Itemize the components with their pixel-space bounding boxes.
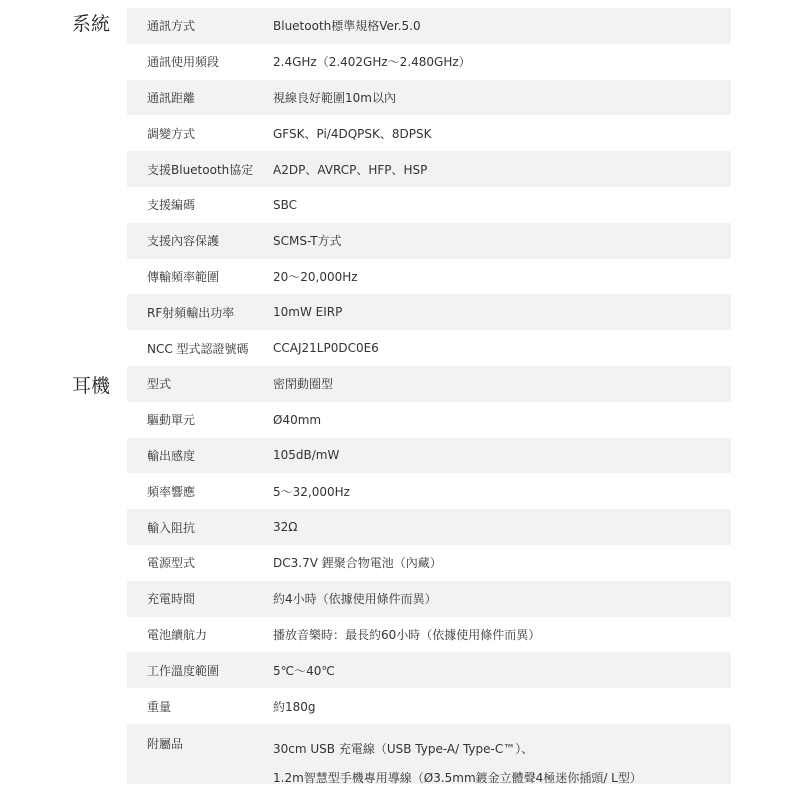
spec-row-driver [127, 402, 731, 438]
spec-key: 通訊距離 [147, 90, 196, 105]
spec-row-freq-band [127, 44, 731, 80]
spec-row-range [127, 80, 731, 116]
spec-value: 32Ω [273, 520, 298, 535]
spec-key: 電源型式 [147, 556, 196, 571]
spec-value: 密閉動圈型 [273, 377, 334, 392]
spec-row-impedance [127, 509, 731, 545]
spec-row-battery-life [127, 617, 731, 653]
spec-value [273, 735, 642, 793]
spec-key: 電池續航力 [147, 627, 208, 642]
spec-key: 通訊使用頻段 [147, 55, 220, 70]
spec-value: 約4小時（依據使用條件而異） [273, 592, 437, 607]
spec-value: DC3.7V 鋰聚合物電池（內藏） [273, 556, 442, 571]
spec-table [127, 8, 731, 784]
spec-value: 約180g [273, 699, 316, 714]
spec-row-codec [127, 187, 731, 223]
spec-key: 型式 [147, 377, 172, 392]
spec-value: CCAJ21LP0DC0E6 [273, 341, 379, 356]
spec-key: 通訊方式 [147, 19, 196, 34]
spec-value: 5℃～40℃ [273, 663, 335, 678]
spec-key: 調變方式 [147, 126, 196, 141]
spec-value: SCMS-T方式 [273, 234, 342, 249]
spec-key: 重量 [147, 699, 172, 714]
spec-row-power-type [127, 545, 731, 581]
spec-value: 視線良好範圍10m以內 [273, 90, 396, 105]
spec-row-sensitivity [127, 438, 731, 474]
spec-value: 2.4GHz（2.402GHz～2.480GHz） [273, 55, 471, 70]
spec-key: NCC 型式認證號碼 [147, 341, 249, 356]
spec-row-charge-time [127, 581, 731, 617]
spec-value: 10mW EIRP [273, 305, 343, 320]
spec-key: 支援內容保護 [147, 234, 220, 249]
spec-key: 輸出感度 [147, 448, 196, 463]
spec-row-frequency-response [127, 473, 731, 509]
spec-key: 支援Bluetooth協定 [147, 162, 254, 177]
spec-key: RF射頻輸出功率 [147, 305, 235, 320]
spec-value: A2DP、AVRCP、HFP、HSP [273, 162, 428, 177]
spec-row-type [127, 366, 731, 402]
spec-key: 輸入阻抗 [147, 520, 196, 535]
spec-value: GFSK、Pi/4DQPSK、8DPSK [273, 126, 432, 141]
spec-row-bt-profiles [127, 151, 731, 187]
spec-key: 附屬品 [147, 736, 184, 751]
spec-row-rf-power [127, 294, 731, 330]
spec-key: 頻率響應 [147, 484, 196, 499]
accessory-line-2: 1.2m智慧型手機專用導線（Ø3.5mm鍍金立體聲4極迷你插頭/ L型） [273, 770, 642, 785]
spec-value: SBC [273, 197, 298, 212]
spec-row-comm-method [127, 8, 731, 44]
spec-value: 105dB/mW [273, 448, 340, 463]
spec-value: 5～32,000Hz [273, 484, 350, 499]
spec-key: 工作溫度範圍 [147, 663, 220, 678]
spec-value: 播放音樂時：最長約60小時（依據使用條件而異） [273, 627, 541, 642]
spec-key: 支援編碼 [147, 198, 196, 213]
spec-key: 驅動單元 [147, 413, 196, 428]
section-title-earphone: 耳機 [72, 375, 111, 397]
spec-row-operating-temp [127, 652, 731, 688]
spec-value: Ø40mm [273, 412, 322, 427]
accessory-line-1: 30cm USB 充電線（USB Type-A/ Type-C™）、 [273, 741, 534, 756]
spec-row-transmission-range [127, 259, 731, 295]
spec-row-modulation [127, 115, 731, 151]
spec-value: Bluetooth標準規格Ver.5.0 [273, 19, 421, 34]
spec-row-content-protection [127, 223, 731, 259]
spec-row-weight [127, 688, 731, 724]
spec-row-accessories [127, 724, 731, 784]
spec-value: 20～20,000Hz [273, 269, 358, 284]
section-title-system: 系統 [72, 13, 111, 35]
spec-key: 充電時間 [147, 592, 196, 607]
spec-key: 傳輸頻率範圍 [147, 269, 220, 284]
spec-row-ncc [127, 330, 731, 366]
